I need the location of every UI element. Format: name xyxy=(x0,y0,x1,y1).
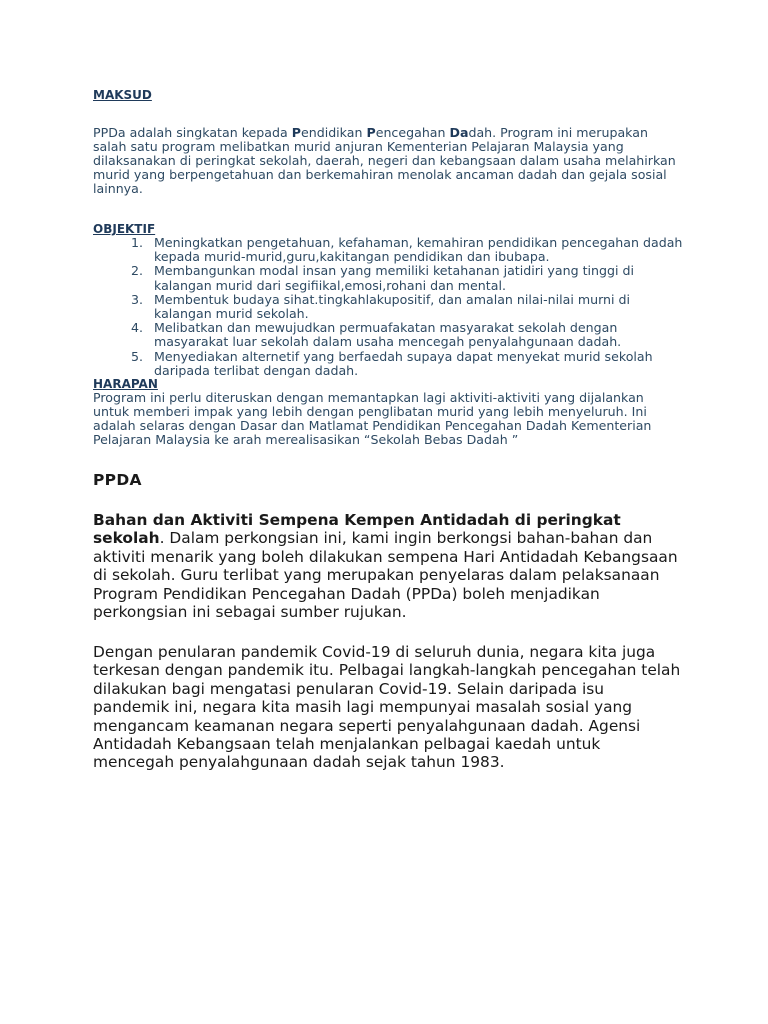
list-item-text: Membentuk budaya sihat.tingkahlakupositif, dan amalan nilai-nilai murni di kalangan murid sekolah. xyxy=(154,291,631,322)
maksud-heading: MAKSUD xyxy=(93,88,152,102)
list-item-number: 2. xyxy=(131,263,144,279)
maksud-text-3: dah. Program ini merupakan salah satu program melibatkan murid anjuran Kementerian Pelajaran Malaysia yang dilaksanakan di peringkat sekolah, daerah, negeri dan kebangsaan dalam usaha melahirkan murid yang berpengetahuan dan berkemahiran menolak ancaman dadah dan gejala sosial lainnya. xyxy=(93,125,676,196)
maksud-text-pre: PPDa adalah singkatan kepada xyxy=(93,125,292,140)
ppda-paragraph-1-bold: Bahan dan Aktiviti Sempena Kempen Antidadah di peringkat sekolah xyxy=(93,511,621,548)
harapan-paragraph: Program ini perlu diteruskan dengan memantapkan lagi aktiviti-aktiviti yang dijalankan untuk memberi impak yang lebih dengan penglibatan murid yang lebih menyeluruh. Ini adalah selaras dengan Dasar dan Matlamat Pendidikan Pencegahan Dadah Kementerian Pelajaran Malaysia ke arah merealisasikan “Sekolah Bebas Dadah ” xyxy=(93,390,652,447)
objektif-heading: OBJEKTIF xyxy=(93,222,156,236)
list-item xyxy=(93,236,683,264)
list-item-text: Membangunkan modal insan yang memiliki ketahanan jatidiri yang tinggi di kalangan murid dari segifiikal,emosi,rohani dan mental. xyxy=(154,263,634,293)
list-item-number: 1. xyxy=(131,235,144,250)
ppda-title: PPDA xyxy=(93,471,142,489)
list-item-text: Meningkatkan pengetahuan, kefahaman, kemahiran pendidikan pencegahan dadah kepada murid-murid,guru,kakitangan pendidikan dan ibubapa. xyxy=(154,235,683,265)
ppda-paragraph-1-text: . Dalam perkongsian ini, kami ingin berkongsi bahan-bahan dan aktiviti menarik yang boleh dilakukan sempena Hari Antidadah Kebangsaan di sekolah. Guru terlibat yang merupakan penyelaras dalam pelaksanaan Program Pendidikan Pencegahan Dadah (PPDa) boleh menjadikan perkongsian ini sebagai sumber rujukan. xyxy=(93,529,678,622)
ppda-paragraph-2: Dengan penularan pandemik Covid-19 di seluruh dunia, negara kita juga terkesan dengan pandemik itu. Pelbagai langkah-langkah pencegahan telah dilakukan bagi mengatasi penularan Covid-19. Selain daripada isu pandemik ini, negara kita masih lagi mempunyai masalah sosial yang mengancam keamanan negara seperti penyalahgunaan dadah. Agensi Antidadah Kebangsaan telah menjalankan pelbagai kaedah untuk mencegah penyalahgunaan dadah sejak tahun 1983. xyxy=(93,643,681,772)
list-item-text: Melibatkan dan mewujudkan permuafakatan masyarakat sekolah dengan masyarakat luar sekolah dalam usaha mencegah penyalahgunaan dadah. xyxy=(154,320,622,350)
maksud-bold-da: Da xyxy=(449,125,469,140)
ppda-paragraph-1 xyxy=(93,511,683,621)
list-item-number: 4. xyxy=(131,320,144,336)
list-item-number: 3. xyxy=(131,291,144,307)
list-item xyxy=(93,350,683,378)
list-item xyxy=(93,293,683,321)
maksud-bold-p2: P xyxy=(366,125,376,140)
harapan-heading: HARAPAN xyxy=(93,377,158,391)
maksud-text-1: endidikan xyxy=(300,125,367,140)
list-item-text: Menyediakan alternetif yang berfaedah supaya dapat menyekat murid sekolah daripada terlibat dengan dadah. xyxy=(154,348,653,378)
objektif-list xyxy=(93,236,683,378)
list-item xyxy=(93,264,683,292)
list-item xyxy=(93,321,683,349)
list-item-number: 5. xyxy=(131,348,144,364)
maksud-text-2: encegahan xyxy=(375,125,450,140)
maksud-bold-p1: P xyxy=(291,125,301,140)
maksud-paragraph xyxy=(93,126,683,196)
